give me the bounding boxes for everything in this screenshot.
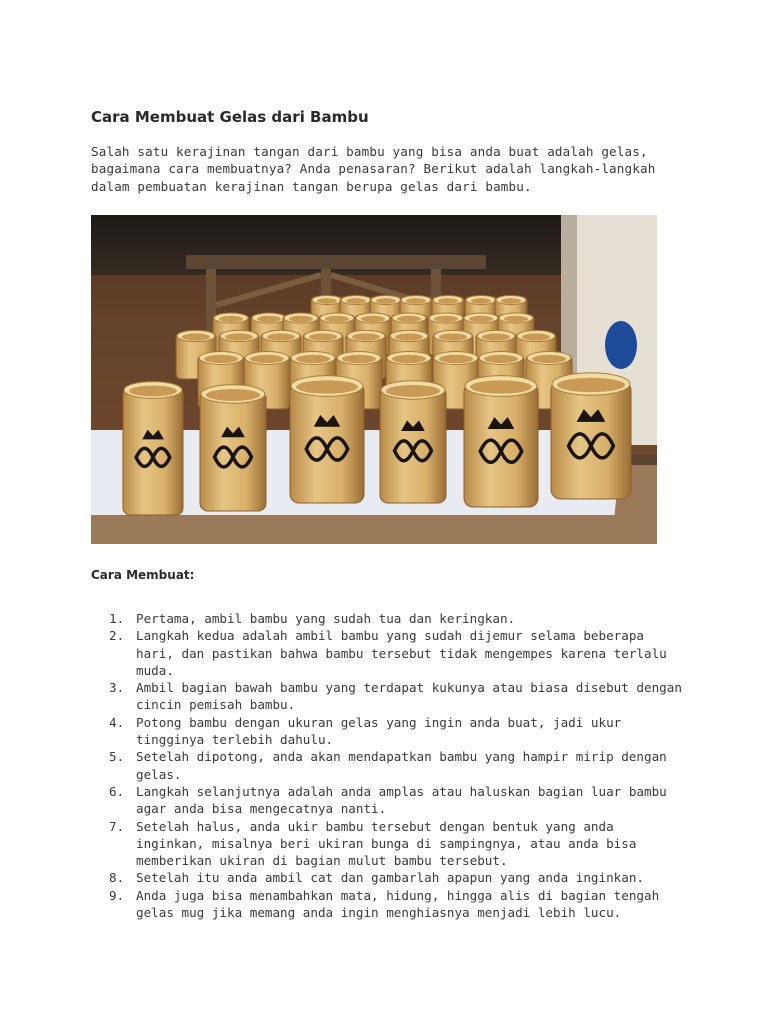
step-number: 6. <box>109 783 125 799</box>
step-item <box>109 679 689 714</box>
step-item <box>109 887 689 922</box>
wooden-table-top <box>186 255 486 269</box>
steps-list <box>109 610 689 921</box>
step-number: 1. <box>109 611 125 626</box>
step-text: Pertama, ambil bambu yang sudah tua dan keringkan. <box>136 611 516 626</box>
step-item <box>109 610 689 627</box>
bamboo-mug <box>551 373 631 499</box>
step-number: 8. <box>109 870 125 886</box>
step-number: 9. <box>109 887 125 903</box>
step-item <box>109 748 689 783</box>
bamboo-mug <box>290 376 364 503</box>
step-text: Langkah selanjutnya adalah anda amplas atau haluskan bagian luar bambu agar anda bisa mengecatnya nanti. <box>136 783 667 817</box>
bamboo-mug <box>464 376 538 507</box>
step-item <box>109 818 689 870</box>
step-item <box>109 869 689 886</box>
bamboo-mug <box>200 385 266 511</box>
intro-paragraph: Salah satu kerajinan tangan dari bambu yang bisa anda buat adalah gelas, bagaimana cara membuatnya? Anda penasaran? Berikut adalah langkah-langkah dalam pembuatan kerajinan tangan berupa gelas dari bambu. <box>91 144 656 194</box>
step-item <box>109 714 689 749</box>
step-text: Langkah kedua adalah ambil bambu yang sudah dijemur selama beberapa hari, dan pastikan bahwa bambu tersebut tidak mengempes karena terlalu muda. <box>136 628 667 678</box>
step-item <box>109 627 689 679</box>
step-text: Potong bambu dengan ukuran gelas yang ingin anda buat, jadi ukur tingginya terlebih dahulu. <box>136 714 622 748</box>
step-number: 5. <box>109 749 125 765</box>
step-number: 7. <box>109 818 125 834</box>
step-number: 3. <box>109 680 125 696</box>
step-text: Ambil bagian bawah bambu yang terdapat kukunya atau biasa disebut dengan cincin pemisah bambu. <box>136 680 682 713</box>
article-title: Cara Membuat Gelas dari Bambu <box>91 108 369 126</box>
bamboo-mug <box>380 381 446 503</box>
step-text: Setelah itu anda ambil cat dan gambarlah apapun yang anda inginkan. <box>136 870 644 886</box>
step-item <box>109 783 689 818</box>
step-number: 2. <box>109 628 125 644</box>
step-text: Anda juga bisa menambahkan mata, hidung, hingga alis di bagian tengah gelas mug jika memang anda ingin menghiasnya menjadi lebih lucu. <box>136 887 660 921</box>
step-text: Setelah dipotong, anda akan mendapatkan bambu yang hampir mirip dengan gelas. <box>136 749 667 782</box>
step-text: Setelah halus, anda ukir bambu tersebut dengan bentuk yang anda inginkan, misalnya beri ukiran bunga di sampingnya, atau anda bisa memberikan ukiran di bagian mulut bambu tersebut. <box>136 818 637 869</box>
step-number: 4. <box>109 714 125 730</box>
bamboo-mug <box>123 382 183 515</box>
section-subheading: Cara Membuat: <box>91 568 195 582</box>
box-logo <box>605 321 637 369</box>
bamboo-mugs-photo <box>91 215 657 544</box>
